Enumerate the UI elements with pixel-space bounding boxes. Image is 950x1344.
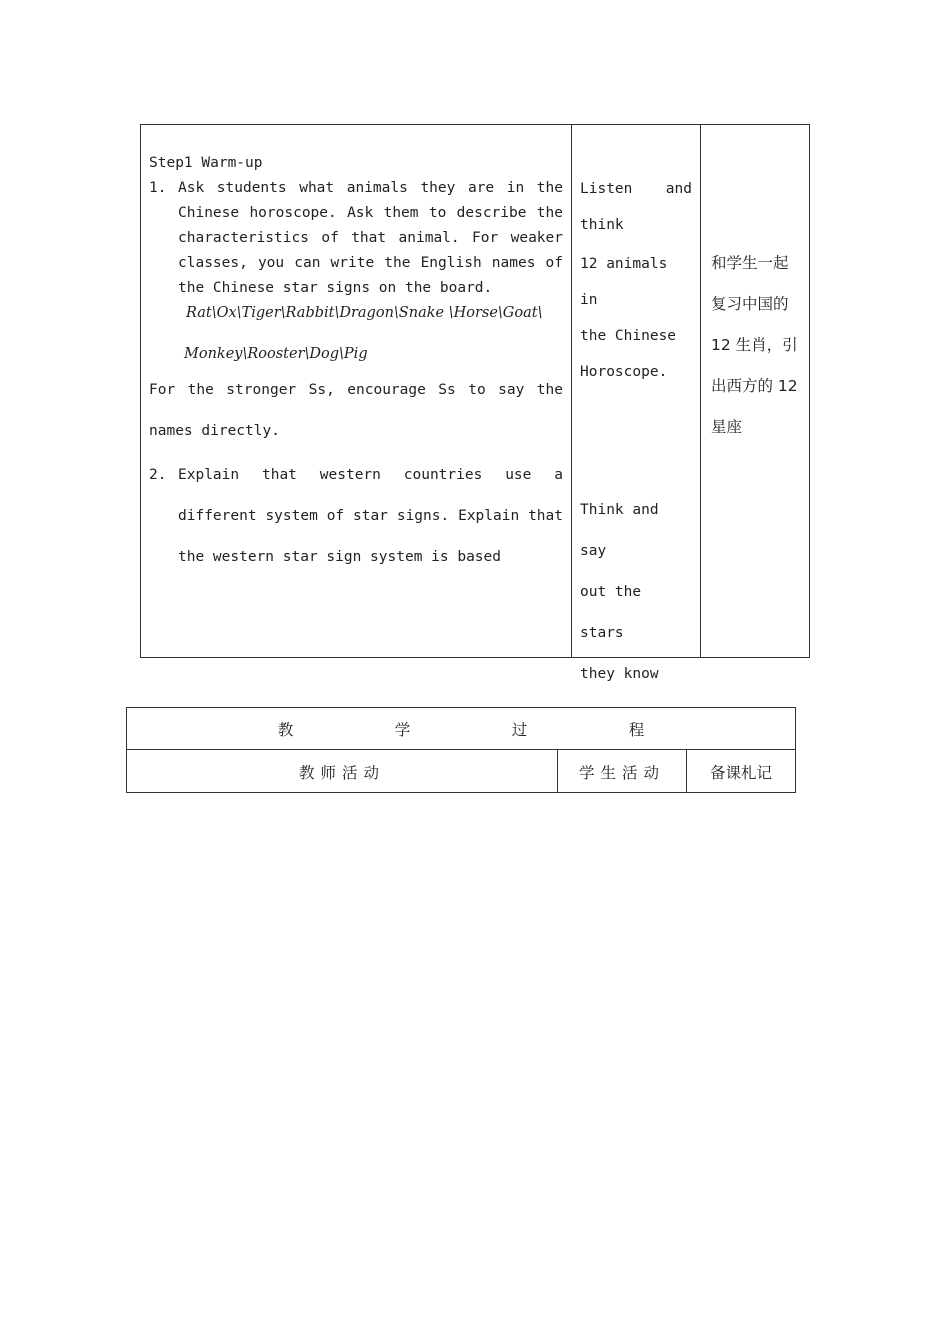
text-line: characteristics of that animal. For weaker [178, 230, 563, 246]
column-headers [127, 750, 795, 793]
lesson-step-table [140, 124, 810, 682]
teaching-process-header-table [126, 707, 796, 793]
text-line: 出西方的 12 [711, 377, 798, 395]
text-line: For the stronger Ss, encourage Ss to say the [149, 382, 563, 398]
text-line: 12 生肖，引 [711, 336, 798, 354]
teacher-activity-header: 教师活动 [127, 750, 558, 793]
text-line: Think and say [580, 502, 659, 559]
text-line: 12 animals in [580, 256, 668, 308]
notes-header: 备课札记 [709, 763, 772, 782]
text-line: out the stars [580, 584, 642, 641]
teacher-activity-cell [141, 125, 572, 657]
animals-line: Monkey\Rooster\Dog\Pig [184, 346, 368, 362]
text-line: Chinese horoscope. Ask them to describe the [178, 205, 563, 221]
text-line: think [580, 217, 624, 233]
list-item: 2. Explain that western countries use a different system of star signs. Explain that the western star sign system is based [149, 455, 563, 578]
text-line: the Chinese star signs on the board. [178, 280, 493, 296]
student-activity-cell [572, 125, 701, 682]
text-line: the Chinese [580, 328, 677, 344]
text-line: Ask students what animals they are in the [178, 180, 563, 196]
text-line: Listen and [580, 181, 692, 197]
list-item: 1. Ask students what animals they are in the Chinese horoscope. Ask them to describe the characteristics of that animal. For weaker classes, you can write the English names of the Chinese star signs on the board. Rat\Ox\Tiger\Rabbit\Dragon\Snake \Horse\Goat\ Monkey\Rooster\Dog\Pig [149, 176, 563, 367]
text-line: different system of star signs. Explain that [178, 508, 563, 524]
step-title: Step1 Warm-up [149, 155, 263, 171]
text-line: 复习中国的 [711, 295, 789, 313]
teaching-process-title: 教 学 过 程 [127, 708, 795, 750]
text-line: Horoscope. [580, 364, 668, 380]
student-activity-header: 学生活动 [558, 750, 687, 793]
text-line: the western star sign system is based [178, 549, 502, 565]
notes-cell [701, 125, 809, 657]
text-line: they know [580, 666, 659, 682]
text-line: 星座 [711, 418, 743, 436]
animals-line: Rat\Ox\Tiger\Rabbit\Dragon\Snake \Horse\Goat\ [186, 305, 543, 321]
text-line: classes, you can write the English names of [178, 255, 563, 271]
text-line: Explain that western countries use a [178, 467, 563, 483]
text-line: names directly. [149, 423, 280, 439]
text-line: 和学生一起 [711, 254, 789, 272]
